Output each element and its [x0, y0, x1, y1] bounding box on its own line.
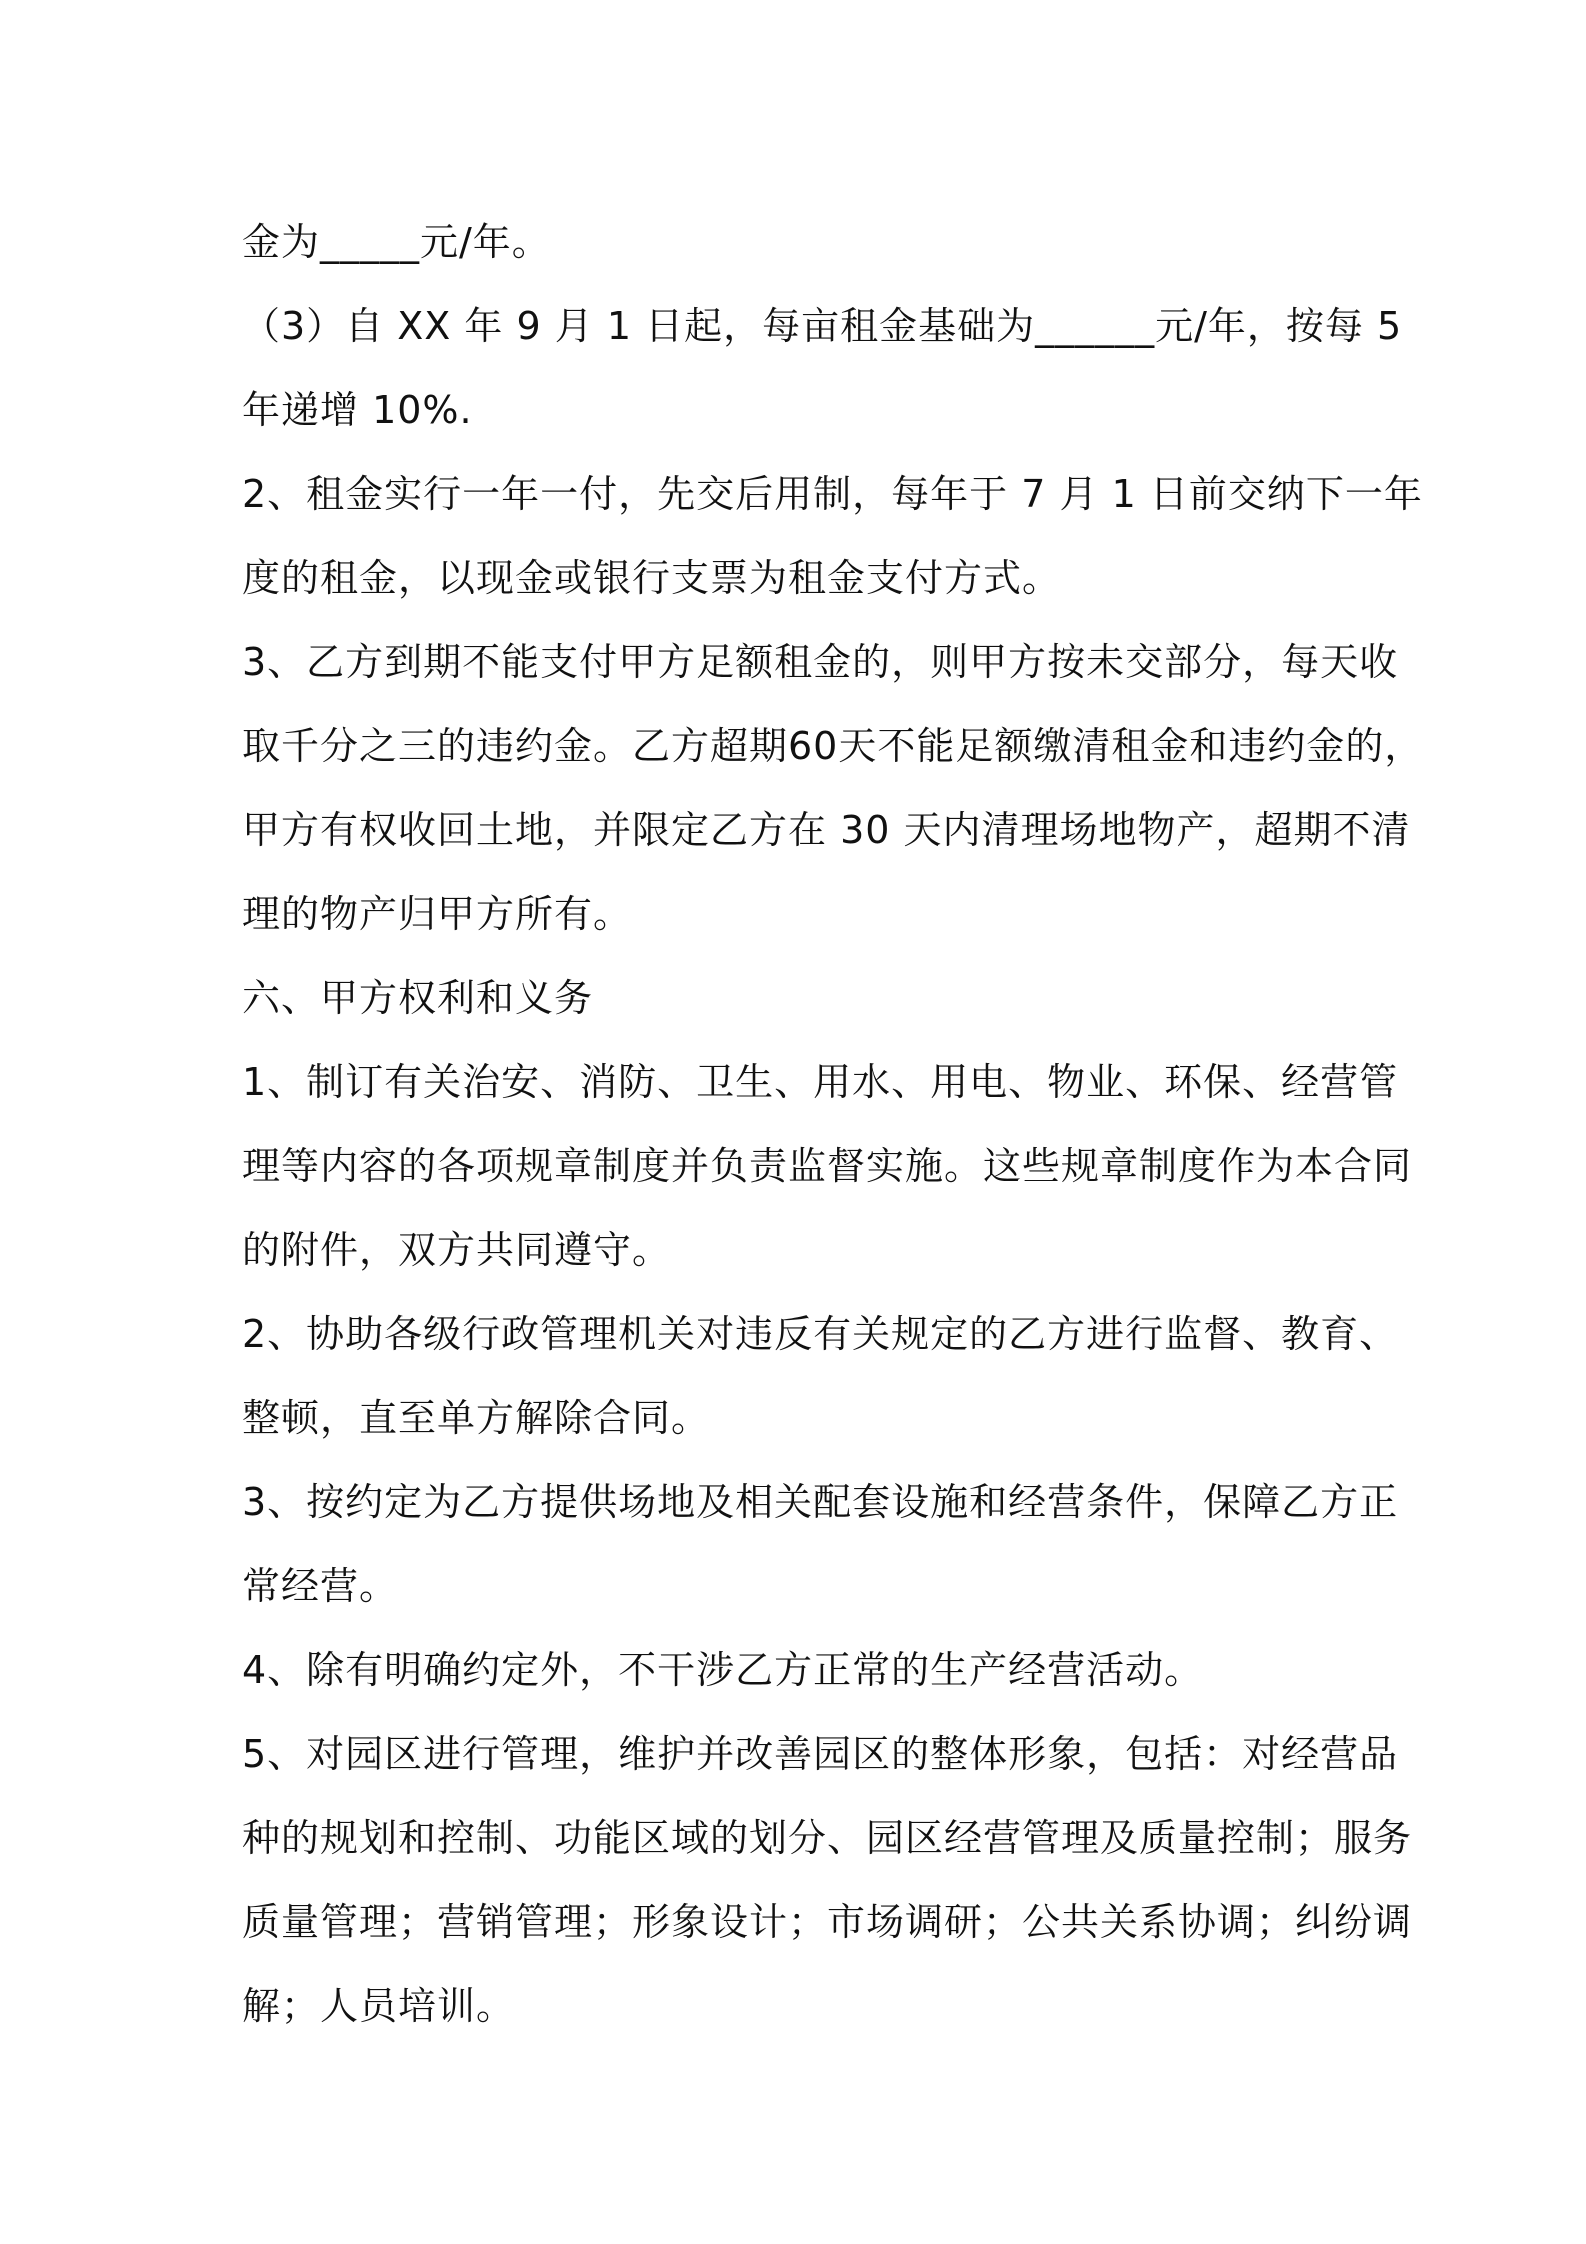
- text-line: 1、制订有关治安、消防、卫生、用水、用电、物业、环保、经营管: [242, 1060, 1399, 1104]
- text-line: 的附件，双方共同遵守。: [242, 1228, 672, 1272]
- text-line: 理的物产归甲方所有。: [242, 892, 633, 936]
- section-heading: 六、甲方权利和义务: [242, 976, 594, 1020]
- text-line: 2、租金实行一年一付，先交后用制，每年于 7 月 1 日前交纳下一年: [242, 472, 1423, 516]
- text-line: 质量管理；营销管理；形象设计；市场调研；公共关系协调；纠纷调: [242, 1900, 1413, 1944]
- text-line: 种的规划和控制、功能区域的划分、园区经营管理及质量控制；服务: [242, 1816, 1413, 1860]
- text-line: 解；人员培训。: [242, 1984, 516, 2028]
- text-line: 4、除有明确约定外，不干涉乙方正常的生产经营活动。: [242, 1648, 1204, 1692]
- text-line: 年递增 10%.: [242, 388, 473, 432]
- text-line: 度的租金，以现金或银行支票为租金支付方式。: [242, 556, 1062, 600]
- text-line: 理等内容的各项规章制度并负责监督实施。这些规章制度作为本合同: [242, 1144, 1413, 1188]
- text-line: 整顿，直至单方解除合同。: [242, 1396, 711, 1440]
- text-line: 甲方有权收回土地，并限定乙方在 30 天内清理场地物产，超期不清: [242, 808, 1411, 852]
- text-line: 3、乙方到期不能支付甲方足额租金的，则甲方按未交部分，每天收: [242, 640, 1399, 684]
- text-line: （3）自 XX 年 9 月 1 日起，每亩租金基础为______元/年，按每 5: [242, 304, 1403, 348]
- text-line: 取千分之三的违约金。乙方超期60天不能足额缴清租金和违约金的，: [242, 724, 1424, 768]
- document-body: [242, 200, 1424, 2048]
- text-line: 5、对园区进行管理，维护并改善园区的整体形象，包括：对经营品: [242, 1732, 1399, 1776]
- text-line: 3、按约定为乙方提供场地及相关配套设施和经营条件，保障乙方正: [242, 1480, 1399, 1524]
- text-line: 金为_____元/年。: [242, 220, 551, 264]
- text-line: 2、协助各级行政管理机关对违反有关规定的乙方进行监督、教育、: [242, 1312, 1399, 1356]
- text-line: 常经营。: [242, 1564, 399, 1608]
